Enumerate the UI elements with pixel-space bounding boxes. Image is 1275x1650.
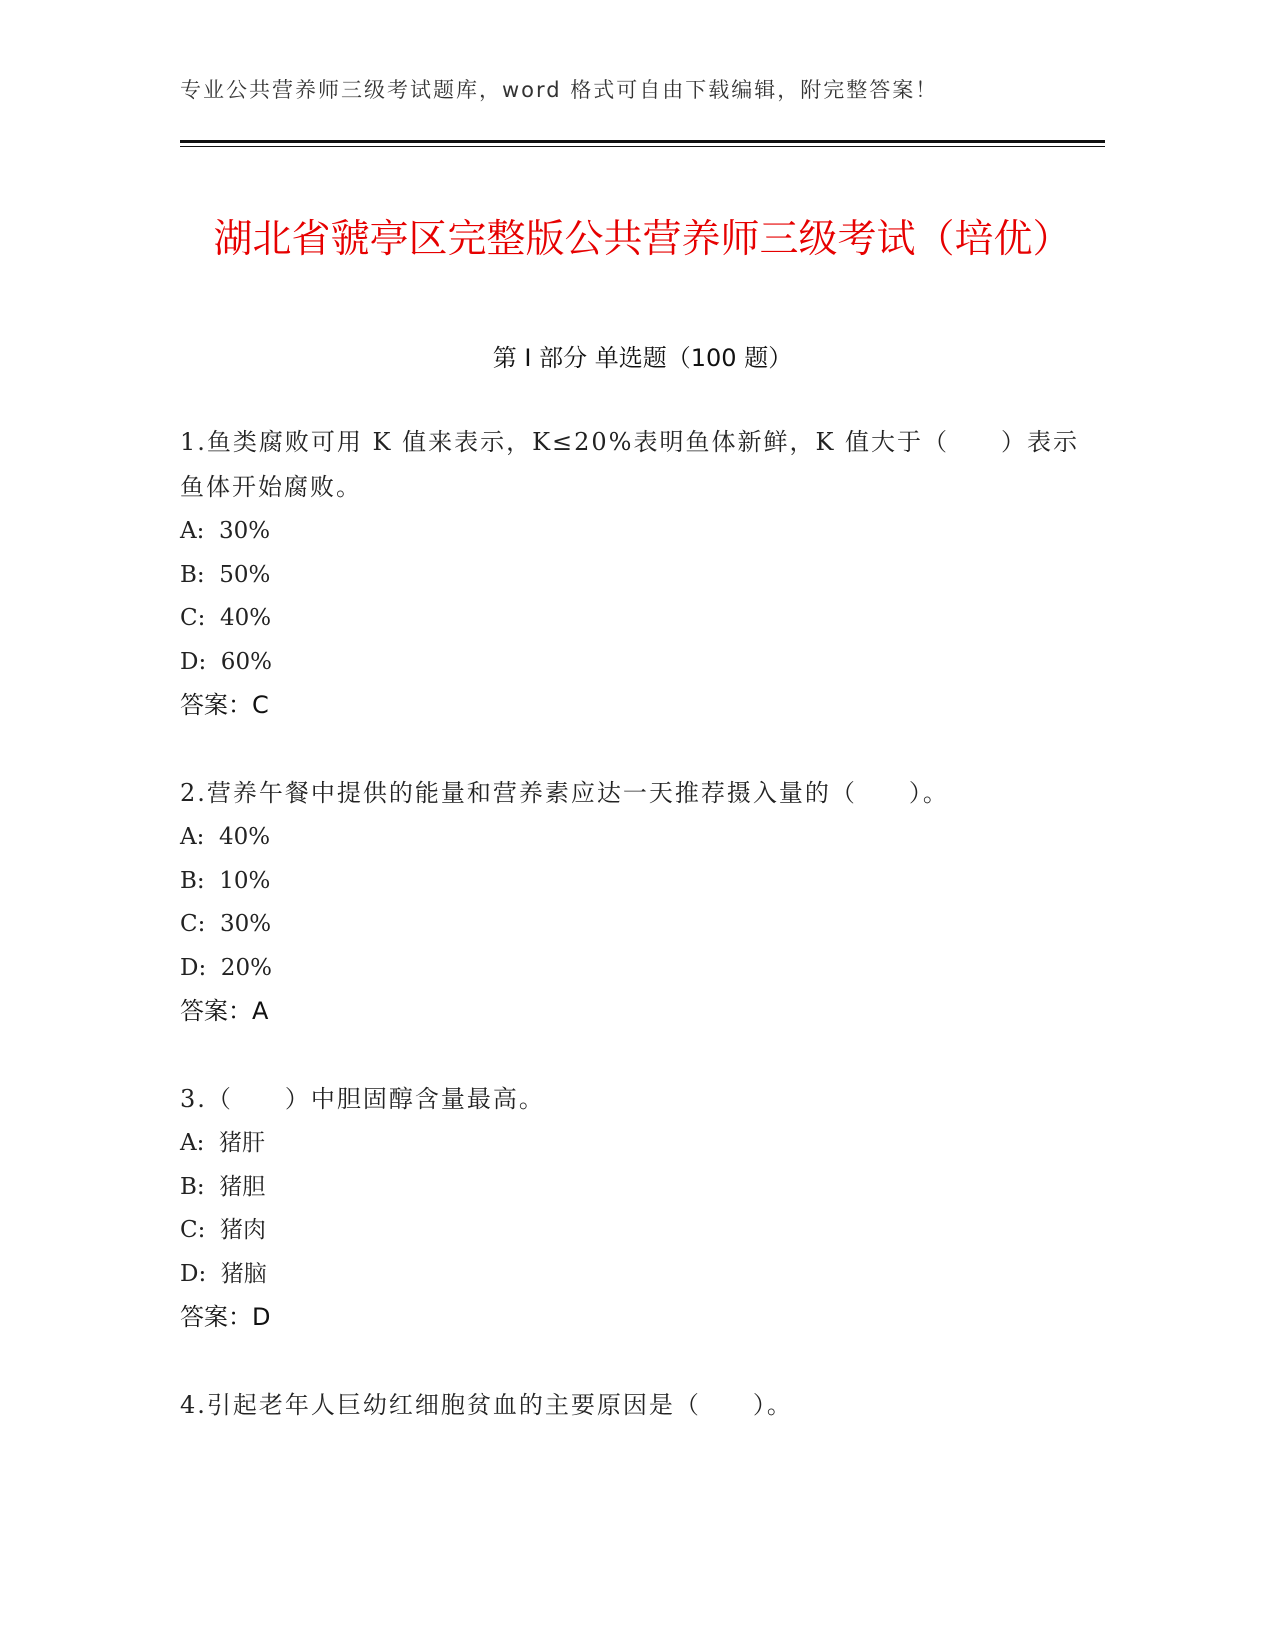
header-rule-thin — [180, 146, 1105, 147]
question-3 — [180, 1077, 1080, 1339]
option-a: A: 40% — [180, 824, 271, 850]
header-rule-thick — [180, 140, 1105, 143]
option-d: D: 20% — [180, 954, 272, 981]
question-4 — [180, 1383, 1080, 1428]
section-heading: 第 I 部分 单选题（100 题） — [492, 344, 793, 372]
option-a: A: 猪肝 — [180, 1130, 265, 1156]
answer-line: 答案：C — [180, 691, 269, 719]
question-list — [180, 420, 1080, 1472]
question-stem: 3.（ ）中胆固醇含量最高。 — [180, 1085, 545, 1113]
option-c: C: 30% — [180, 911, 272, 937]
option-b: B: 10% — [180, 867, 271, 894]
answer-line: 答案：D — [180, 1303, 271, 1331]
question-stem: 2.营养午餐中提供的能量和营养素应达一天推荐摄入量的（ ）。 — [180, 779, 949, 807]
question-stem: 4.引起老年人巨幼红细胞贫血的主要原因是（ ）。 — [180, 1391, 793, 1419]
question-2 — [180, 771, 1080, 1033]
document-title: 湖北省虢亭区完整版公共营养师三级考试（培优） — [213, 217, 1072, 263]
header-note: 专业公共营养师三级考试题库，word 格式可自由下载编辑，附完整答案！ — [180, 78, 939, 102]
option-c: C: 40% — [180, 605, 272, 631]
option-d: D: 猪脑 — [180, 1260, 267, 1287]
option-b: B: 猪胆 — [180, 1173, 266, 1200]
option-d: D: 60% — [180, 648, 272, 675]
question-stem: 1.鱼类腐败可用 K 值来表示，K≤20%表明鱼体新鲜，K 值大于（ ）表示鱼体开始腐败。 — [180, 428, 1080, 501]
option-a: A: 30% — [180, 518, 271, 544]
option-b: B: 50% — [180, 561, 271, 588]
question-1 — [180, 420, 1080, 727]
answer-line: 答案：A — [180, 997, 269, 1025]
option-c: C: 猪肉 — [180, 1217, 266, 1243]
